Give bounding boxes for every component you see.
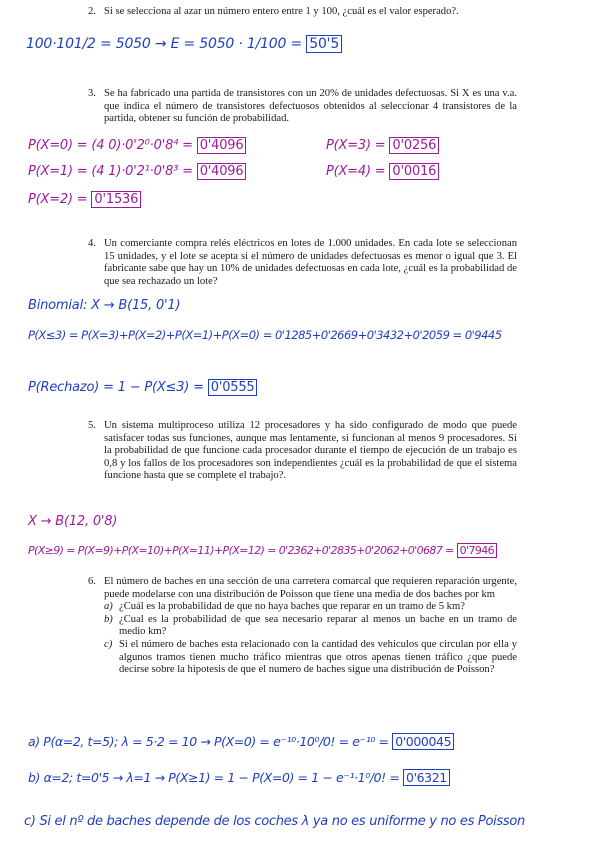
question-4-number: 4. (88, 238, 96, 249)
q4-binomial: Binomial: X → B(15, 0'1) (28, 298, 181, 313)
q3-p2-result: 0'1536 (91, 191, 141, 208)
question-6-c-text: Si el número de baches esta relacionado con la cantidad des vehiculos que circulan por ella y algunos tramos tienen mucho tráfico mientras que otros apenas tienen tráfico ¿que puede decirse sobre la hipotesis de que el numero de baches sigue una distribución de Poisson? (119, 638, 517, 676)
q3-p0 (28, 138, 246, 153)
q3-p3 (326, 138, 439, 153)
question-6-b-text: ¿Cual es la probabilidad de que sea necesario reparar al menos un bache en un tramo de medio km? (119, 613, 517, 638)
q5-sum-work: P(X≥9) = P(X=9)+P(X=10)+P(X=11)+P(X=12) = 0'2362+0'2835+0'2062+0'0687 = (28, 544, 454, 557)
question-2-work: 100·101/2 = 5050 → E = 5050 · 1/100 = (26, 36, 302, 52)
q3-p1-work: P(X=1) = (4 1)·0'2¹·0'8³ = (28, 164, 193, 179)
question-2 (88, 6, 544, 19)
question-6-b-label: b) (104, 613, 113, 625)
question-6-a (104, 601, 517, 614)
question-6-text: El número de baches en una sección de una carretera comarcal que requieren reparación urgente, puede modelarse con una distribución de Poisson que tiene una media de dos baches por km (104, 576, 517, 600)
question-5 (88, 420, 517, 483)
q5-sum-result: 0'7946 (457, 543, 497, 558)
question-3-number: 3. (88, 88, 96, 99)
q3-p1 (28, 164, 246, 179)
q4-reject (28, 380, 257, 395)
question-2-number: 2. (88, 6, 96, 17)
question-3 (88, 88, 517, 126)
q3-p1-result: 0'4096 (197, 163, 247, 180)
q4-reject-result: 0'0555 (208, 379, 258, 396)
q6-answer-a-result: 0'000045 (392, 733, 454, 750)
q6-answer-b-work: b) α=2; t=0'5 → λ=1 → P(X≥1) = 1 − P(X=0) = 1 − e⁻¹·1⁰/0! = (28, 770, 400, 785)
q6-answer-a-work: a) P(α=2, t=5); λ = 5·2 = 10 → P(X=0) = e⁻¹⁰·10⁰/0! = e⁻¹⁰ = (28, 734, 389, 749)
question-2-answer (26, 36, 342, 52)
q6-answer-c: c) Si el nº de baches depende de los coches λ ya no es uniforme y no es Poisson (24, 814, 525, 829)
question-2-result: 50'5 (306, 35, 342, 53)
q3-p4 (326, 164, 439, 179)
q3-p2-work: P(X=2) = (28, 192, 88, 207)
q6-answer-b-result: 0'6321 (403, 769, 450, 786)
q3-p4-result: 0'0016 (389, 163, 439, 180)
q3-p4-work: P(X=4) = (326, 164, 386, 179)
question-6-c-label: c) (104, 638, 113, 650)
question-6-c (104, 639, 517, 677)
q4-sum: P(X≤3) = P(X=3)+P(X=2)+P(X=1)+P(X=0) = 0'1285+0'2669+0'3432+0'2059 = 0'9445 (28, 328, 502, 342)
question-5-number: 5. (88, 420, 96, 431)
question-2-text: Si se selecciona al azar un número entero entre 1 y 100, ¿cuál es el valor esperado?. (104, 6, 459, 17)
q5-sum (28, 544, 497, 557)
question-6-a-text: ¿Cuál es la probabilidad de que no haya baches que reparar en un tramo de 5 km? (119, 601, 465, 613)
q5-dist: X → B(12, 0'8) (28, 514, 118, 529)
question-6-a-label: a) (104, 601, 113, 613)
q3-p0-work: P(X=0) = (4 0)·0'2⁰·0'8⁴ = (28, 138, 193, 153)
question-4-text: Un comerciante compra relés eléctricos en lotes de 1.000 unidades. En cada lote se seleccionan 15 unidades, y el lote se acepta si el número de unidades defectuosas es menor o igual que 3. El fabricante sabe que hay un 10% de unidades defectuosas en cada lote, ¿cuál es la probabilidad de que sea rechazado un lote? (104, 238, 517, 287)
question-6 (88, 576, 517, 677)
q3-p0-result: 0'4096 (197, 137, 247, 154)
question-4 (88, 238, 517, 288)
question-5-text: Un sistema multiproceso utiliza 12 procesadores y ha sido configurado de modo que puede satisfacer todas sus funciones, aunque mas lentamente, si funcionan al menos 9 procesadores. Si la probabilidad de que funcione cada procesador durante el tiempo de ejecución de un trabajo es 0,8 y los fallos de los procesadores son independientes ¿cuál es la probabilidad de que el sistema funcione hasta que se complete el trabajo?. (104, 420, 517, 482)
q6-answer-a (28, 734, 454, 749)
q3-p3-result: 0'0256 (389, 137, 439, 154)
question-6-number: 6. (88, 576, 96, 587)
q3-p2 (28, 192, 141, 207)
q6-answer-b (28, 770, 450, 785)
question-3-text: Se ha fabricado una partida de transistores con un 20% de unidades defectuosas. Si X es una v.a. que indica el número de transistores defectuosos obtenidos al seleccionar 4 transistores de la partida, obtener su función de probabilidad. (104, 88, 517, 125)
q3-p3-work: P(X=3) = (326, 138, 386, 153)
q4-reject-work: P(Rechazo) = 1 − P(X≤3) = (28, 380, 204, 395)
question-6-b (104, 614, 517, 639)
